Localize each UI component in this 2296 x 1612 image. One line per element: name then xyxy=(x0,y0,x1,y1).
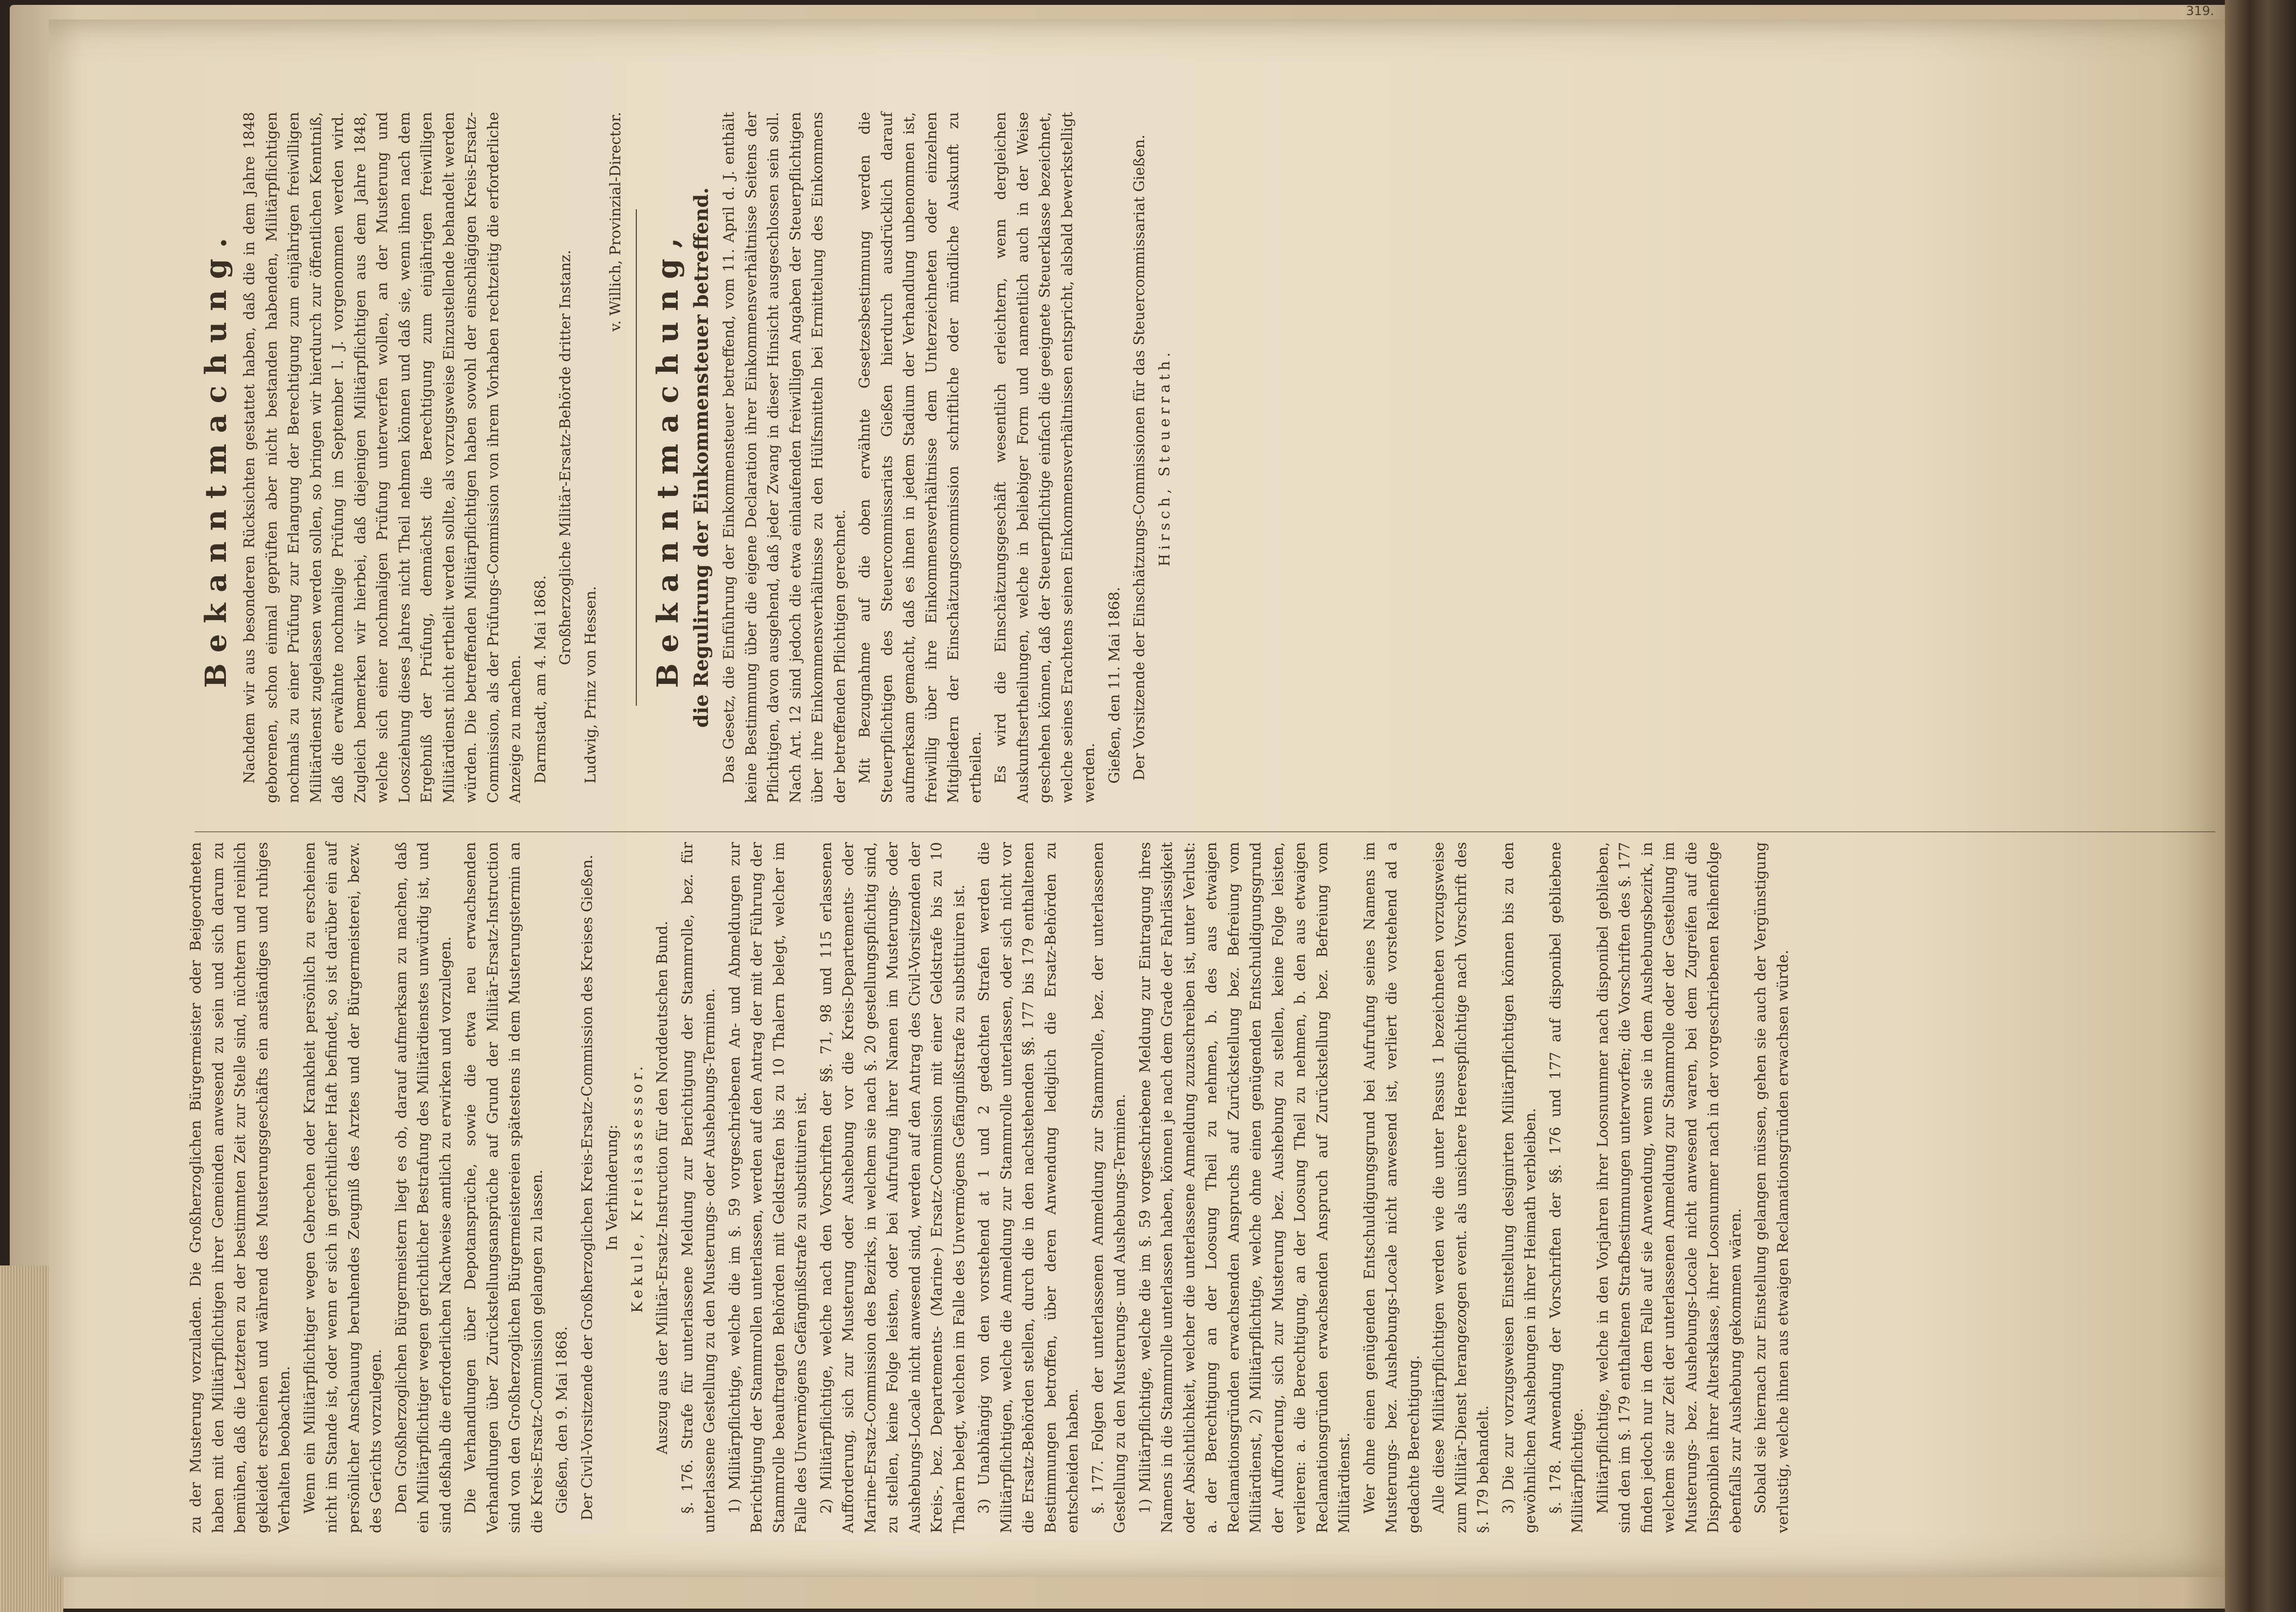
section-177-title: §. 177. Folgen der unterlassenen Anmeldung zur Stammrolle, bez. der unterlassenen Gestellung zu den Musterungs- und Aushebungs-Terminen. xyxy=(1089,842,1129,1533)
column-divider xyxy=(195,831,2215,832)
section-178-text: Sobald sie hiernach zur Einstellung gelangen müssen, gehen sie auch der Vergünstigung verlustig, welche ihnen aus etwaigen Reclamationsgründen erwachsen würde. xyxy=(1752,842,1792,1533)
section-rule xyxy=(636,209,637,706)
place-date: Darmstadt, am 4. Mai 1868. xyxy=(532,575,549,784)
extract-title: Auszug aus der Militär-Ersatz-Instruction für den Norddeutschen Bund. xyxy=(654,920,671,1455)
date-line: Gießen, den 9. Mai 1868. xyxy=(554,1326,571,1514)
section-177-1: 1) Militärpflichtige, welche die im §. 59 vorgeschriebene Meldung zur Eintragung ihres Namens in die Stammrolle unterlassen haben, können je nach dem Grade der Fahrlässigkeit oder Absichtlichkeit, welcher die unterlassene Anmeldung zuzuschreiben ist, unter Verlust: a. der Berechtigung an der Loosung Theil zu nehmen, b. des aus etwaigen Reclamationsgründen erwachsenden Anspruchs auf Zurückstellung bez. Befreiung vom Militärdienst, 2) Militärpflichtige, welche ohne einen genügenden Entschuldigungsgrund der Aufforderung, sich zur Musterung bez. Aushebung zu stellen, keine Folge leisten, verlieren: a. die Berechtigung, an der Loosung Theil zu nehmen, b. den aus etwaigen Reclamationsgründen erwachsenden Anspruch auf Zurückstellung bez. Befreiung vom Militärdienst. xyxy=(1136,842,1353,1533)
paragraph: Die Verhandlungen über Depotansprüche, sowie die etwa neu erwachsenden Verhandlungen über Zurückstellungsansprüche auf Grund der Militär-Ersatz-Instruction sind von den Großherzoglichen Bürgermeistereien spätestens in dem Musterungstermin an die Kreis-Ersatz-Commission gelangen zu lassen. xyxy=(462,842,546,1533)
authority-line: Großherzogliche Militär-Ersatz-Behörde dritter Instanz. xyxy=(557,250,574,665)
signature-in-absence: In Verhinderung: xyxy=(604,1124,621,1251)
book-gutter xyxy=(2225,0,2296,1612)
paragraph: Das Gesetz, die Einführung der Einkommensteuer betreffend, vom 11. April d. J. enthält keine Bestimmung über die eigene Declaration ihrer Einkommensverhältnisse Seitens der Pflichtigen, davon ausgehend, daß jeder Zwang in dieser Hinsicht ausgeschlossen sein soll. Nach Art. 12 sind jedoch die etwa einlaufenden freiwilligen Angaben der Steuerpflichtigen über ihre Einkommensverhältnisse zu den Hülfsmitteln bei Ermittelung des Einkommens der betreffenden Pflichtigen gerechnet. xyxy=(721,112,849,803)
signature-name: Hirsch, Steuerrath. xyxy=(1156,348,1173,567)
notice-subheading: die Regulirung der Einkommensteuer betreffend. xyxy=(689,187,713,728)
signature-left: Ludwig, Prinz von Hessen. xyxy=(582,586,599,784)
signature-right: v. Willich, Provinzial-Director. xyxy=(607,112,624,332)
section-177-3: 3) Die zur vorzugsweisen Einstellung designirten Militärpflichtigen können bis zu den gewöhnlichen Aushebungen in ihrer Heimath verbleiben. xyxy=(1500,842,1539,1533)
paragraph: Wenn ein Militärpflichtiger wegen Gebrechen oder Krankheit persönlich zu erscheinen nicht im Stande ist, oder wenn er sich in gerichtlicher Haft befindet, so ist darüber ein auf persönlicher Anschauung beruhendes Zeugniß des Arztes und der Bürgermeisterei, bezw. des Gerichts vorzulegen. xyxy=(301,842,385,1533)
paragraph: Nachdem wir aus besonderen Rücksichten gestattet haben, daß die in dem Jahre 1848 geborenen, schon einmal geprüften aber nicht bestanden habenden, Militärpflichtigen nochmals zu einer Prüfung zur Erlangung der Berechtigung zum einjährigen freiwilligen Militärdienst zugelassen werden sollen, so bringen wir hierdurch zur öffentlichen Kenntniß, daß die erwähnte nochmalige Prüfung im September l. J. vorgenommen werden wird. Zugleich bemerken wir hierbei, daß diejenigen Militärpflichtigen aus dem Jahre 1848, welche sich einer nochmaligen Prüfung unterwerfen wollen, an der Musterung und Loosziehung dieses Jahres nicht Theil nehmen können und daß sie, wenn ihnen nach dem Ergebniß der Prüfung, demnächst die Berechtigung zum einjährigen freiwilligen Militärdienst nicht ertheilt werden sollte, als vorzugsweise Einzustellende behandelt werden würden. Die betreffenden Militärpflichtigen haben sowohl der einschlägigen Kreis-Ersatz-Commission, als der Prüfungs-Commission von ihrem Vorhaben rechtzeitig die erforderliche Anzeige zu machen. xyxy=(241,112,524,803)
section-176-3: 3) Unabhängig von den vorstehend at 1 und 2 gedachten Strafen werden die Militärpflichtigen, welche die Anmeldung zur Stammrolle unterlassen, oder sich nicht vor die Ersatz-Behörden stellen, durch die in den nachstehenden §§. 177 bis 179 enthaltenen Bestimmungen betroffen, über deren Anwendung lediglich die Ersatz-Behörden zu entscheiden haben. xyxy=(976,842,1081,1533)
signature-title: Der Vorsitzende der Einschätzungs-Commissionen für das Steuercommissariat Gießen. xyxy=(1131,134,1148,781)
date-line: Gießen, den 11. Mai 1868. xyxy=(1106,586,1123,784)
section-178-title: §. 178. Anwendung der Vorschriften der §§. 176 und 177 auf disponibel gebliebene Militärpflichtige. xyxy=(1547,842,1586,1533)
page-number: 319. xyxy=(2186,4,2214,18)
paragraph: Es wird die Einschätzungsgeschäft wesentlich erleichtern, wenn dergleichen Auskunftsertheilungen, welche in beliebiger Form und namentlich auch in der Weise geschehen können, daß der Steuerpflichtige einfach die geeignete Steuerklasse bezeichnet, welche seines Erachtens seinen Einkommensverhältnissen entspricht, alsbald bewerkstelligt werden. xyxy=(992,112,1098,803)
paragraph: zu der Musterung vorzuladen. Die Großherzoglichen Bürgermeister oder Beigeordneten haben mit den Militärpflichtigen ihrer Gemeinden anwesend zu sein und sich darum zu bemühen, daß die Letzteren zu der bestimmten Zeit zur Stelle sind, nüchtern und reinlich gekleidet erscheinen und während des Musterungsgeschäfts ein anständiges und ruhiges Verhalten beobachten. xyxy=(187,842,293,1533)
section-176-title: §. 176. Strafe für unterlassene Meldung zur Berichtigung der Stammrolle, bez. für unterlassene Gestellung zu den Musterungs- oder Aushebungs-Terminen. xyxy=(679,842,718,1533)
right-column xyxy=(185,112,2230,803)
notice-heading: Bekanntmachung. xyxy=(199,227,233,688)
signature-title: Der Civil-Vorsitzende der Großherzoglichen Kreis-Ersatz-Commission des Kreises Gießen. xyxy=(578,855,596,1520)
section-176-1: 1) Militärpflichtige, welche die im §. 59 vorgeschriebenen An- und Abmeldungen zur Berichtigung der Stammrollen unterlassen, werden auf den Antrag der mit der Führung der Stammrolle beauftragten Behörden mit Geldstrafen bis zu 10 Thalern belegt, welcher im Falle des Unvermögens Gefängnißstrafe zu substituiren ist. xyxy=(726,842,810,1533)
signature-name: Kekule, Kreisassessor. xyxy=(629,1062,646,1313)
left-column xyxy=(185,842,2230,1533)
book-page xyxy=(49,19,2235,1577)
section-177-text: Wer ohne einen genügenden Entschuldigungsgrund bei Aufrufung seines Namens im Musterungs- bez. Aushebungs-Locale nicht anwesend ist, verliert die vorstehend ad a gedachte Berechtigung. xyxy=(1361,842,1423,1533)
section-177-text: Alle diese Militärpflichtigen werden wie die unter Passus 1 bezeichneten vorzugsweise zum Militär-Dienst herangezogen event. als unsichere Heerespflichtige nach Vorschrift des §. 179 behandelt. xyxy=(1430,842,1492,1533)
paragraph: Mit Bezugnahme auf die oben erwähnte Gesetzesbestimmung werden die Steuerpflichtigen des Steuercommissariats Gießen hierdurch ausdrücklich darauf aufmerksam gemacht, daß es ihnen in jedem Stadium der Verhandlung unbenommen ist, freiwillig über ihre Einkommensverhältnisse dem Unterzeichneten oder einzelnen Mitgliedern der Einschätzungscommission schriftliche oder mündliche Auskunft zu ertheilen. xyxy=(856,112,984,803)
paragraph: Den Großherzoglichen Bürgermeistern liegt es ob, darauf aufmerksam zu machen, daß ein Militärpflichtiger wegen gerichtlicher Bestrafung des Militärdienstes unwürdig ist, und sind deßhalb die erforderlichen Nachweise amtlich zu erwirken und vorzulegen. xyxy=(392,842,454,1533)
notice-heading: Bekanntmachung, xyxy=(650,227,685,688)
section-178-text: Militärpflichtige, welche in den Vorjahren ihrer Loosnummer nach disponibel geblieben, sind den im §. 179 enthaltenen Strafbestimmungen unterworfen; die Vorschriften des §. 177 finden jedoch nur in dem Falle auf sie Anwendung, wenn sie in dem Aushebungsbezirk, in welchem sie zur Zeit der unterlassenen Anmeldung zur Stammrolle oder der Gestellung im Musterungs- bez. Aushebungs-Locale nicht anwesend waren, bei dem Zugreifen auf die Disponiblen ihrer Altersklasse, ihrer Loosnummer nach in der vorgeschriebenen Reihenfolge ebenfalls zur Aushebung gekommen wären. xyxy=(1594,842,1744,1533)
rotated-text-plane xyxy=(156,92,2249,1553)
section-176-2: 2) Militärpflichtige, welche nach den Vorschriften der §§. 71, 98 und 115 erlassenen Aufforderung, sich zur Musterung oder Aushebung vor die Kreis-Departements- oder Marine-Ersatz-Commission des Bezirks, in welchem sie nach §. 20 gestellungspflichtig sind, zu stellen, keine Folge leisten, oder bei Aufrufung ihrer Namen im Musterungs- oder Aushebungs-Locale nicht anwesend sind, werden auf den Antrag des Civil-Vorsitzenden der Kreis-, bez. Departements- (Marine-) Ersatz-Commission mit einer Geldstrafe bis zu 10 Thalern belegt, welchen im Falle des Unvermögens Gefängnißstrafe zu substituiren ist. xyxy=(817,842,968,1533)
